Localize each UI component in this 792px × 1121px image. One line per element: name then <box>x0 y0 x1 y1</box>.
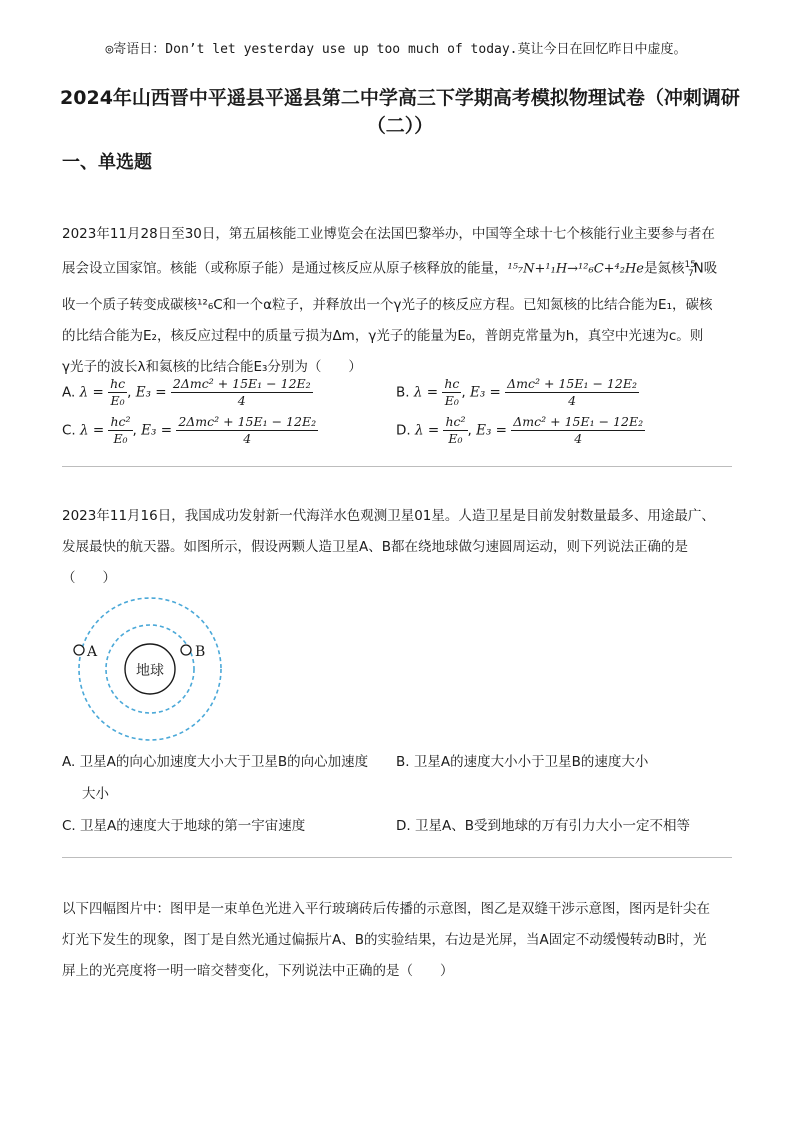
q2-line-3: （ ） <box>62 570 116 586</box>
q1-line-5: γ光子的波长λ和氦核的比结合能E₃分别为（ ） <box>62 359 362 376</box>
q3-line-1: 以下四幅图片中：图甲是一束单色光进入平行玻璃砖后传播的示意图，图乙是双缝干涉示意图，图丙是针尖在 <box>62 901 710 917</box>
satellite-b <box>181 645 191 655</box>
q1-line-3: 收一个质子转变成碳核¹²₆C和一个α粒子，并释放出一个γ光子的核反应方程。已知氮核的比结合能为E₁，碳核 <box>62 297 713 314</box>
orbit-figure <box>64 592 244 742</box>
satellite-a <box>74 645 84 655</box>
q3-line-2: 灯光下发生的现象，图丁是自然光通过偏振片A、B的实验结果，右边是光屏，当A固定不动缓慢转动B时，光 <box>62 932 707 948</box>
satellite-a-label: A <box>87 644 98 660</box>
q2-option-d[interactable]: D. 卫星A、B受到地球的万有引力大小一定不相等 <box>396 818 690 834</box>
motto: ◎寄语日：Don’t let yesterday use up too much of today.莫让今日在回忆昨日中虚度。 <box>105 42 687 57</box>
divider <box>62 857 732 858</box>
section-heading: 一、单选题 <box>62 152 152 173</box>
q1-option-b[interactable]: B. λ = $\frac{hc}{\text{E₀}}$ , E₃ = $\frac{\text{Δmc² + 15E₁ − 12E₂}}{4}$ <box>396 376 637 408</box>
q1-option-d[interactable]: D. λ = $\frac{\text{hc²}}{\text{E₀}}$ , E₃ = $\frac{\text{Δmc² + 15E₁ − 12E₂}}{4}$ <box>396 414 644 446</box>
earth-label: 地球 <box>136 663 164 679</box>
question-1-stem <box>62 219 742 383</box>
q1-option-a[interactable]: A. λ = $\frac{hc}{\text{E₀}}$ , E₃ = $\frac{\text{2Δmc² + 15E₁ − 12E₂}}{4}$ <box>62 376 311 408</box>
q1-option-c[interactable]: C. λ = $\frac{\text{hc²}}{\text{E₀}}$ , E₃ = $\frac{\text{2Δmc² + 15E₁ − 12E₂}}{4}$ <box>62 414 317 446</box>
q2-option-c[interactable]: C. 卫星A的速度大于地球的第一宇宙速度 <box>62 818 306 834</box>
q1-line-2: 展会设立国家馆。核能（或称原子能）是通过核反应从原子核释放的能量，¹⁵₇N+¹₁H→¹²₆C+⁴₂He是氮核$^{15}_7$N吸 <box>62 260 718 280</box>
q3-line-3: 屏上的光亮度将一明一暗交替变化，下列说法中正确的是（ ） <box>62 963 454 979</box>
divider <box>62 466 732 467</box>
q1-line-4: 的比结合能为E₂，核反应过程中的质量亏损为Δm，γ光子的能量为E₀，普朗克常量为h，真空中光速为c。则 <box>62 328 704 345</box>
nuclear-equation: ¹⁵₇N+¹₁H→¹²₆C+⁴₂He <box>507 261 644 277</box>
q2-option-b[interactable]: B. 卫星A的速度大小小于卫星B的速度大小 <box>396 754 649 770</box>
q1-line-1: 2023年11月28日至30日，第五届核能工业博览会在法国巴黎举办，中国等全球十七个核能行业主要参与者在 <box>62 226 715 242</box>
question-2-stem <box>62 501 742 594</box>
q2-option-a[interactable]: A. 卫星A的向心加速度大小大于卫星B的向心加速度 大小 <box>62 754 369 802</box>
page-title: 2024年山西晋中平遥县平遥县第二中学高三下学期高考模拟物理试卷（冲刺调研（二）） <box>60 87 740 137</box>
q2-line-1: 2023年11月16日，我国成功发射新一代海洋水色观测卫星01星。人造卫星是目前发射数量最多、用途最广、 <box>62 508 715 524</box>
q2-line-2: 发展最快的航天器。如图所示，假设两颗人造卫星A、B都在绕地球做匀速圆周运动，则下列说法正确的是 <box>62 539 688 555</box>
question-3-stem <box>62 894 742 987</box>
satellite-b-label: B <box>195 644 206 660</box>
